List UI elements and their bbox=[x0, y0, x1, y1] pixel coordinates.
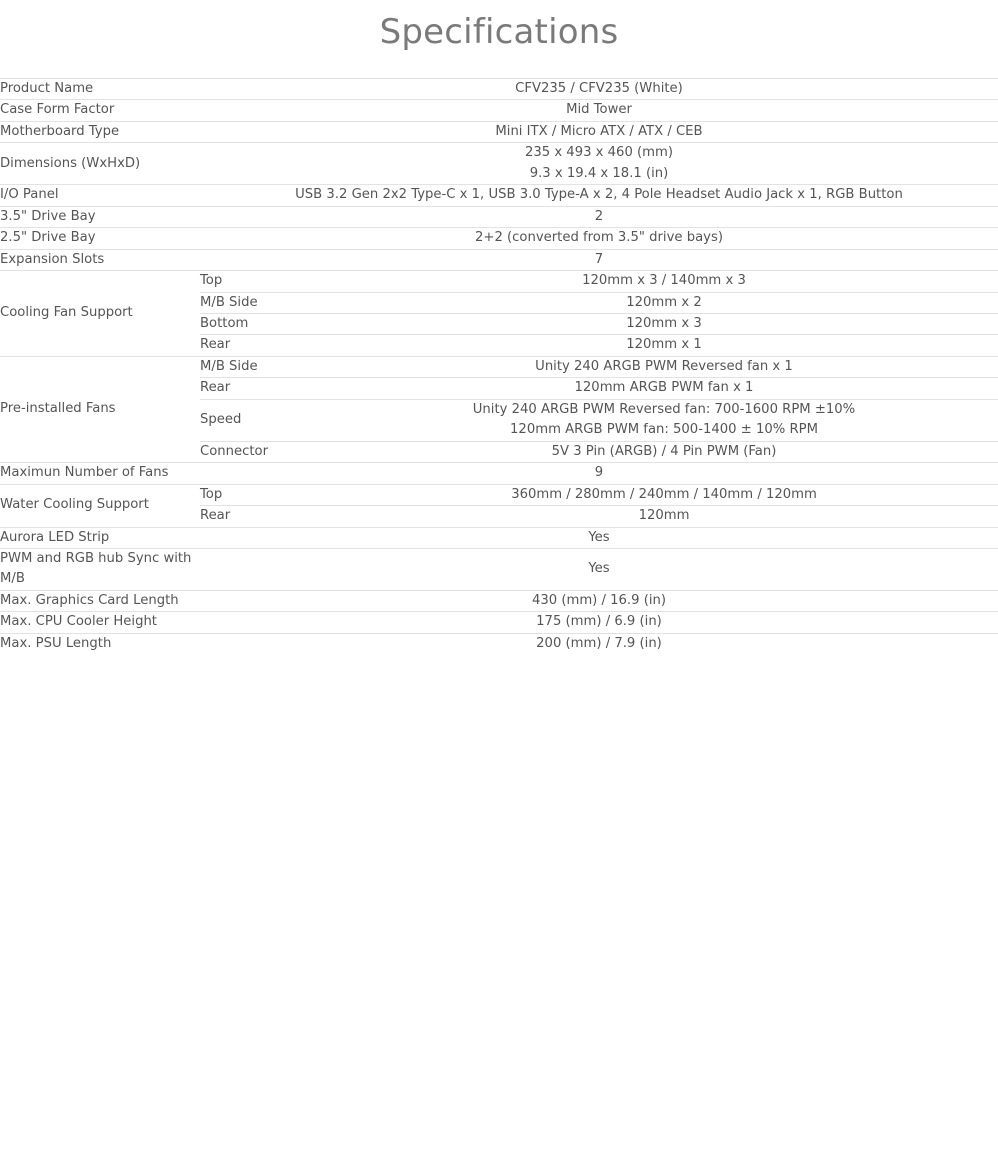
spec-label: Motherboard Type bbox=[0, 121, 200, 142]
spec-label: Dimensions (WxHxD) bbox=[0, 143, 200, 185]
table-row bbox=[0, 463, 998, 484]
spec-sublabel: Top bbox=[200, 486, 223, 502]
table-row bbox=[0, 100, 998, 121]
table-row bbox=[0, 249, 998, 270]
table-row bbox=[200, 335, 998, 356]
spec-value: Mid Tower bbox=[200, 100, 998, 121]
spec-value: CFV235 / CFV235 (White) bbox=[200, 79, 998, 100]
table-row bbox=[0, 633, 998, 654]
spec-sublabel: Rear bbox=[200, 506, 330, 527]
table-row bbox=[200, 441, 998, 462]
table-row bbox=[0, 121, 998, 142]
cooling-fan-support-table bbox=[200, 271, 998, 356]
spec-value: Mini ITX / Micro ATX / ATX / CEB bbox=[200, 121, 998, 142]
nested-table-cell bbox=[200, 356, 998, 462]
preinstalled-fans-table bbox=[200, 357, 998, 462]
spec-value: Yes bbox=[200, 548, 998, 590]
spec-label: Aurora LED Strip bbox=[0, 527, 200, 548]
spec-label: Water Cooling Support bbox=[0, 484, 200, 527]
spec-sublabel: Top bbox=[200, 273, 223, 289]
table-row bbox=[200, 357, 998, 378]
spec-value-line: 120mm ARGB PWM fan: 500-1400 ± 10% RPM bbox=[510, 422, 818, 438]
spec-label: Product Name bbox=[0, 79, 200, 100]
table-row bbox=[200, 378, 998, 399]
table-row bbox=[0, 527, 998, 548]
spec-label: I/O Panel bbox=[0, 185, 200, 206]
table-row bbox=[200, 271, 998, 292]
spec-value: 120mm x 3 bbox=[330, 313, 998, 334]
spec-label: Max. Graphics Card Length bbox=[0, 590, 200, 611]
table-row bbox=[0, 590, 998, 611]
table-row bbox=[0, 228, 998, 249]
spec-label: Max. CPU Cooler Height bbox=[0, 612, 200, 633]
spec-value: 7 bbox=[200, 249, 998, 270]
page-title: Specifications bbox=[379, 12, 619, 52]
table-row-group-cooling-fan-support bbox=[0, 271, 998, 357]
water-cooling-support-table bbox=[200, 485, 998, 527]
spec-value: Unity 240 ARGB PWM Reversed fan x 1 bbox=[535, 358, 793, 374]
spec-sublabel: M/B Side bbox=[200, 292, 330, 313]
spec-label: Maximun Number of Fans bbox=[0, 463, 200, 484]
spec-value bbox=[330, 399, 998, 441]
table-row bbox=[0, 206, 998, 227]
spec-label: Max. PSU Length bbox=[0, 633, 200, 654]
spec-value: 120mm x 3 / 140mm x 3 bbox=[582, 273, 746, 289]
nested-table-cell bbox=[200, 484, 998, 527]
spec-value: 2+2 (converted from 3.5" drive bays) bbox=[200, 228, 998, 249]
spec-value bbox=[200, 143, 998, 185]
spec-value: 360mm / 280mm / 240mm / 140mm / 120mm bbox=[511, 486, 817, 502]
spec-value: 120mm ARGB PWM fan x 1 bbox=[330, 378, 998, 399]
spec-label: PWM and RGB hub Sync with M/B bbox=[0, 548, 200, 590]
spec-sublabel: Speed bbox=[200, 399, 330, 441]
table-row bbox=[0, 548, 998, 590]
spec-value: 5V 3 Pin (ARGB) / 4 Pin PWM (Fan) bbox=[330, 441, 998, 462]
table-row bbox=[0, 612, 998, 633]
spec-value: USB 3.2 Gen 2x2 Type-C x 1, USB 3.0 Type-A x 2, 4 Pole Headset Audio Jack x 1, RGB Button bbox=[200, 185, 998, 206]
spec-value: 120mm bbox=[330, 506, 998, 527]
table-row bbox=[0, 143, 998, 185]
spec-value-line: Unity 240 ARGB PWM Reversed fan: 700-1600 RPM ±10% bbox=[472, 401, 856, 417]
spec-value: 120mm x 1 bbox=[330, 335, 998, 356]
spec-label: 2.5" Drive Bay bbox=[0, 228, 200, 249]
spec-label: Case Form Factor bbox=[0, 100, 200, 121]
spec-sublabel: Bottom bbox=[200, 313, 330, 334]
spec-value: 175 (mm) / 6.9 (in) bbox=[200, 612, 998, 633]
spec-sublabel: Connector bbox=[200, 441, 330, 462]
specifications-table bbox=[0, 78, 998, 654]
spec-label: 3.5" Drive Bay bbox=[0, 206, 200, 227]
table-row bbox=[200, 292, 998, 313]
spec-sublabel: Rear bbox=[200, 378, 330, 399]
spec-value: 200 (mm) / 7.9 (in) bbox=[200, 633, 998, 654]
table-row bbox=[200, 313, 998, 334]
table-row bbox=[200, 506, 998, 527]
nested-table-cell bbox=[200, 271, 998, 357]
spec-value: 430 (mm) / 16.9 (in) bbox=[200, 590, 998, 611]
spec-label: Expansion Slots bbox=[0, 249, 200, 270]
spec-value: 120mm x 2 bbox=[330, 292, 998, 313]
spec-value: 9 bbox=[200, 463, 998, 484]
table-row bbox=[0, 185, 998, 206]
table-row bbox=[200, 485, 998, 506]
spec-value-line: 235 x 493 x 460 (mm) bbox=[524, 145, 674, 161]
spec-label: Cooling Fan Support bbox=[0, 271, 200, 357]
table-row bbox=[200, 399, 998, 441]
table-row bbox=[0, 79, 998, 100]
spec-value-line: 9.3 x 19.4 x 18.1 (in) bbox=[529, 165, 669, 181]
spec-value: Yes bbox=[200, 527, 998, 548]
spec-label: Pre-installed Fans bbox=[0, 356, 200, 462]
table-row-group-water-cooling-support bbox=[0, 484, 998, 527]
spec-sublabel: M/B Side bbox=[200, 358, 258, 374]
table-row-group-preinstalled-fans bbox=[0, 356, 998, 462]
spec-value: 2 bbox=[200, 206, 998, 227]
spec-sublabel: Rear bbox=[200, 335, 330, 356]
